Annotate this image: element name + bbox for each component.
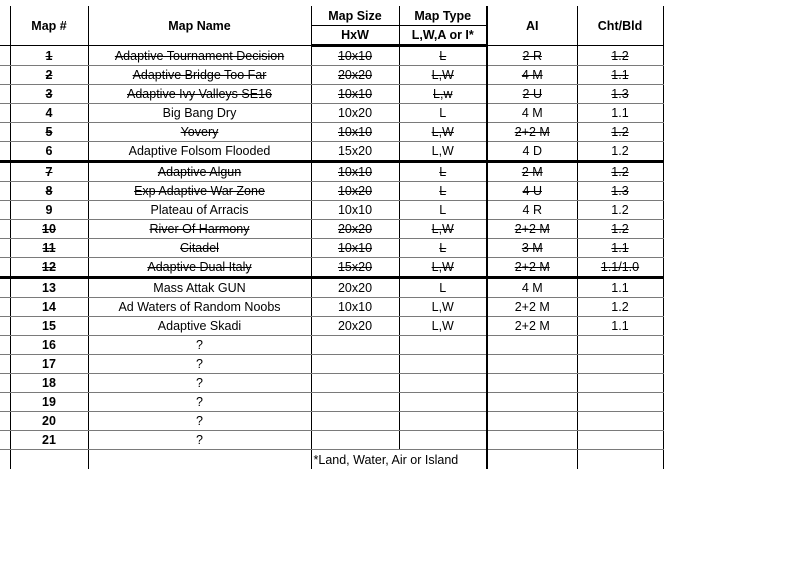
map-name: Adaptive Tournament Decision [88, 46, 311, 66]
map-ai: 4 R [487, 201, 577, 220]
map-type: L,W [399, 66, 487, 85]
map-size: 10x10 [311, 46, 399, 66]
row-edge [0, 85, 10, 104]
map-number: 13 [10, 278, 88, 298]
map-ai: 4 U [487, 182, 577, 201]
row-edge [0, 104, 10, 123]
map-cht-bld [577, 393, 663, 412]
map-type: L,W [399, 220, 487, 239]
map-number: 17 [10, 355, 88, 374]
map-ai: 2 U [487, 85, 577, 104]
row-edge [0, 142, 10, 162]
map-number: 4 [10, 104, 88, 123]
row-edge [0, 431, 10, 450]
map-cht-bld [577, 412, 663, 431]
map-ai: 2+2 M [487, 298, 577, 317]
table-body [0, 46, 663, 450]
map-cht-bld: 1.2 [577, 123, 663, 142]
edge-cell [0, 6, 10, 46]
map-number: 9 [10, 201, 88, 220]
map-name: Adaptive Bridge Too Far [88, 66, 311, 85]
map-size: 20x20 [311, 66, 399, 85]
map-type [399, 393, 487, 412]
row-edge [0, 393, 10, 412]
map-type [399, 374, 487, 393]
map-size [311, 374, 399, 393]
header-map-name: Map Name [88, 6, 311, 46]
map-name: Exp Adaptive War Zone [88, 182, 311, 201]
map-ai: 2+2 M [487, 258, 577, 278]
map-name: ? [88, 355, 311, 374]
map-ai [487, 374, 577, 393]
map-type: L [399, 104, 487, 123]
row-edge [0, 355, 10, 374]
map-number: 10 [10, 220, 88, 239]
map-type: L [399, 239, 487, 258]
map-ai: 4 M [487, 104, 577, 123]
map-cht-bld: 1.3 [577, 85, 663, 104]
table-row [0, 278, 663, 298]
map-type [399, 336, 487, 355]
header-row [0, 6, 663, 26]
spreadsheet [0, 6, 664, 469]
table-row [0, 374, 663, 393]
map-ai: 4 M [487, 66, 577, 85]
map-number: 6 [10, 142, 88, 162]
row-edge [0, 412, 10, 431]
map-ai [487, 355, 577, 374]
map-name: Adaptive Ivy Valleys SE16 [88, 85, 311, 104]
map-cht-bld: 1.1 [577, 239, 663, 258]
map-name: Big Bang Dry [88, 104, 311, 123]
table-row [0, 220, 663, 239]
map-cht-bld: 1.2 [577, 46, 663, 66]
table-row [0, 66, 663, 85]
table-row [0, 258, 663, 278]
map-cht-bld: 1.1/1.0 [577, 258, 663, 278]
map-name: ? [88, 336, 311, 355]
map-number: 11 [10, 239, 88, 258]
map-number: 20 [10, 412, 88, 431]
map-number: 18 [10, 374, 88, 393]
table-row [0, 182, 663, 201]
map-size [311, 393, 399, 412]
table-row [0, 431, 663, 450]
map-type: L [399, 182, 487, 201]
map-size [311, 355, 399, 374]
table-row [0, 142, 663, 162]
map-type [399, 412, 487, 431]
map-type: L,W [399, 298, 487, 317]
map-name: Ad Waters of Random Noobs [88, 298, 311, 317]
row-edge [0, 374, 10, 393]
map-ai: 2 M [487, 162, 577, 182]
map-ai: 2+2 M [487, 123, 577, 142]
map-size [311, 412, 399, 431]
map-size: 15x20 [311, 258, 399, 278]
map-cht-bld: 1.3 [577, 182, 663, 201]
table-row [0, 239, 663, 258]
table-row [0, 298, 663, 317]
map-type: L,W [399, 258, 487, 278]
map-name: Adaptive Skadi [88, 317, 311, 336]
row-edge [0, 66, 10, 85]
table-row [0, 104, 663, 123]
map-ai: 4 M [487, 278, 577, 298]
footnote-row [0, 450, 663, 470]
map-type [399, 355, 487, 374]
map-size: 15x20 [311, 142, 399, 162]
map-cht-bld [577, 374, 663, 393]
map-ai: 4 D [487, 142, 577, 162]
map-type: L,W [399, 317, 487, 336]
map-name: ? [88, 374, 311, 393]
map-number: 14 [10, 298, 88, 317]
table-row [0, 85, 663, 104]
row-edge [0, 298, 10, 317]
header-map-size: Map Size [311, 6, 399, 26]
map-number: 15 [10, 317, 88, 336]
table-row [0, 336, 663, 355]
map-size [311, 336, 399, 355]
map-cht-bld [577, 431, 663, 450]
header-map-num: Map # [10, 6, 88, 46]
map-name: ? [88, 431, 311, 450]
map-size: 10x10 [311, 162, 399, 182]
map-type [399, 431, 487, 450]
map-cht-bld [577, 336, 663, 355]
map-name: Plateau of Arracis [88, 201, 311, 220]
header-map-type-sub: L,W,A or I* [399, 26, 487, 46]
map-size: 10x10 [311, 239, 399, 258]
table-row [0, 162, 663, 182]
map-type: L,W [399, 142, 487, 162]
row-edge [0, 123, 10, 142]
row-edge [0, 317, 10, 336]
row-edge [0, 162, 10, 182]
map-cht-bld: 1.2 [577, 162, 663, 182]
table-row [0, 201, 663, 220]
row-edge [0, 46, 10, 66]
table-row [0, 317, 663, 336]
map-size: 20x20 [311, 317, 399, 336]
map-ai: 2+2 M [487, 220, 577, 239]
map-number: 1 [10, 46, 88, 66]
map-type: L,w [399, 85, 487, 104]
map-cht-bld [577, 355, 663, 374]
map-type: L [399, 278, 487, 298]
header-ai: AI [487, 6, 577, 46]
map-size: 10x10 [311, 201, 399, 220]
table-row [0, 46, 663, 66]
map-ai [487, 393, 577, 412]
map-size: 10x10 [311, 85, 399, 104]
table-row [0, 355, 663, 374]
map-type: L [399, 201, 487, 220]
map-name: ? [88, 412, 311, 431]
map-name: Mass Attak GUN [88, 278, 311, 298]
map-ai [487, 431, 577, 450]
map-ai: 3 M [487, 239, 577, 258]
map-table [0, 6, 664, 469]
map-size: 10x10 [311, 298, 399, 317]
map-cht-bld: 1.2 [577, 298, 663, 317]
footnote: *Land, Water, Air or Island [311, 450, 487, 470]
map-ai: 2 R [487, 46, 577, 66]
map-name: Citadel [88, 239, 311, 258]
map-number: 8 [10, 182, 88, 201]
map-cht-bld: 1.1 [577, 104, 663, 123]
map-cht-bld: 1.1 [577, 278, 663, 298]
header-cht-bld: Cht/Bld [577, 6, 663, 46]
map-ai [487, 412, 577, 431]
map-number: 21 [10, 431, 88, 450]
map-name: Adaptive Dual Italy [88, 258, 311, 278]
row-edge [0, 201, 10, 220]
map-name: Adaptive Algun [88, 162, 311, 182]
map-number: 16 [10, 336, 88, 355]
row-edge [0, 220, 10, 239]
map-number: 5 [10, 123, 88, 142]
map-cht-bld: 1.2 [577, 142, 663, 162]
map-size: 10x20 [311, 182, 399, 201]
map-name: River Of Harmony [88, 220, 311, 239]
map-cht-bld: 1.1 [577, 66, 663, 85]
map-cht-bld: 1.2 [577, 220, 663, 239]
map-cht-bld: 1.1 [577, 317, 663, 336]
map-number: 3 [10, 85, 88, 104]
header-map-type: Map Type [399, 6, 487, 26]
map-number: 19 [10, 393, 88, 412]
table-row [0, 393, 663, 412]
row-edge [0, 278, 10, 298]
map-number: 12 [10, 258, 88, 278]
map-size: 20x20 [311, 220, 399, 239]
row-edge [0, 239, 10, 258]
header-map-size-sub: HxW [311, 26, 399, 46]
map-name: Yovery [88, 123, 311, 142]
map-type: L,W [399, 123, 487, 142]
map-name: Adaptive Folsom Flooded [88, 142, 311, 162]
map-ai: 2+2 M [487, 317, 577, 336]
map-type: L [399, 162, 487, 182]
table-row [0, 412, 663, 431]
row-edge [0, 336, 10, 355]
map-name: ? [88, 393, 311, 412]
table-row [0, 123, 663, 142]
map-ai [487, 336, 577, 355]
row-edge [0, 182, 10, 201]
map-size: 10x20 [311, 104, 399, 123]
map-size: 10x10 [311, 123, 399, 142]
map-cht-bld: 1.2 [577, 201, 663, 220]
map-type: L [399, 46, 487, 66]
map-size: 20x20 [311, 278, 399, 298]
map-number: 2 [10, 66, 88, 85]
map-number: 7 [10, 162, 88, 182]
row-edge [0, 258, 10, 278]
map-size [311, 431, 399, 450]
